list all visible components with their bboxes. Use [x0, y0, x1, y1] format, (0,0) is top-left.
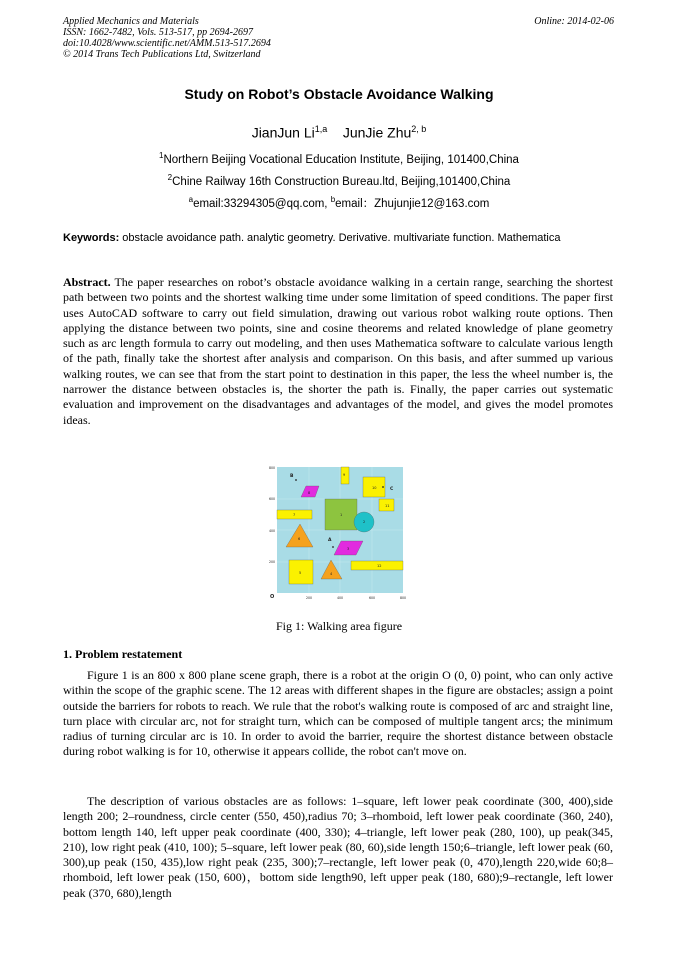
author-line: [0, 124, 678, 141]
affiliation-1-sup: 1: [159, 151, 164, 160]
x-tick-800: 800: [400, 596, 407, 600]
email-a: email:33294305@qq.com,: [193, 198, 331, 210]
email-a-sup: a: [188, 195, 194, 205]
x-tick-200: 200: [306, 596, 313, 600]
point-label-a: A: [328, 538, 332, 543]
y-tick-200: 200: [269, 560, 276, 564]
y-tick-600: 600: [269, 497, 276, 501]
author-1-name: JianJun Li: [251, 124, 315, 141]
keywords-label: Keywords:: [63, 232, 120, 244]
walking-area-figure: [269, 463, 409, 606]
obstacle-label-2: 2: [363, 520, 366, 524]
journal-name: Applied Mechanics and Materials: [63, 16, 199, 27]
obstacle-label-6: 6: [298, 537, 301, 541]
affiliation-2-sup: 2: [167, 173, 173, 182]
point-marker: [295, 479, 297, 481]
author-2-name: JunJie Zhu: [342, 124, 412, 141]
obstacle-label-5: 5: [299, 571, 302, 575]
obstacle-label-11: 11: [385, 504, 390, 508]
obstacle-label-1: 1: [340, 513, 343, 517]
affiliation-2: [0, 173, 678, 188]
abstract-label: Abstract.: [63, 275, 111, 289]
keywords-text: obstacle avoidance path. analytic geometry. Derivative. multivariate function. Mathematica: [119, 232, 561, 244]
obstacle-label-10: 10: [372, 486, 377, 490]
doi-line: doi:10.4028/www.scientific.net/AMM.513-517.2694: [63, 38, 271, 49]
section-paragraph-2: The description of various obstacles are as follows: 1–square, left lower peak coordinate (300, 400),side length 200; 2–roundness, circle center (550, 450),radius 70; 3–rhomboid, left lower peak coordinate (360, 240), bottom length 140, left upper peak coordinate (400, 330); 4–triangle, left lower peak (280, 100), up peak(345, 210), low right peak (410, 100); 5–square, left lower peak (80, 60),side length 150;6–triangle, left lower peak (60, 300),up peak (150, 435),low right peak (235, 300);7–rectangle, left lower peak (0, 470),length 220,wide 60;8–rhomboid, left lower peak (150, 600)，bottom side length90, left upper peak (180, 680);9–rectangle, left lower peak (370, 680),length: [63, 794, 613, 900]
keywords: [63, 231, 613, 245]
x-tick-600: 600: [369, 596, 376, 600]
y-tick-400: 400: [269, 529, 276, 533]
affiliation-1: [0, 151, 678, 166]
email-b-sup: b: [330, 195, 336, 205]
obstacle-label-12: 12: [377, 564, 382, 568]
point-marker: [332, 546, 334, 548]
running-header: [63, 16, 271, 60]
online-date: Online: 2014-02-06: [534, 16, 614, 27]
abstract: [63, 275, 613, 428]
email-b: email：Zhujunjie12@163.com: [335, 198, 490, 210]
abstract-text: The paper researches on robot’s obstacle avoidance walking in a certain range, searching the shortest path between two points and the shortest walking time under some limitation of speed conditions. The paper first uses AutoCAD software to carry out field simulation, drawing out various robot walking route options. Then applying the distance between two points, sine and cosine theorems and related knowledge of plane geometry such as arc length formula to carry out modeling, and then uses Mathematica software to calculate various length of the path, finally take the shortest after analysis and comparison. On this basis, and after summed up various walking routes, we can see that from the start point to destination in this paper, the less the wheel number is, the narrower the distance between obstacles is, the shorter the path is. Finally, the paper carries out systematic evaluation and improvement on the disadvantages and advantages of the model, and gives the model promotes ideas.: [63, 275, 613, 427]
origin-label: O: [270, 594, 275, 600]
author-1-sup: 1,a: [314, 124, 328, 134]
email-line: [0, 195, 678, 211]
figure-caption: Fig 1: Walking area figure: [275, 619, 403, 633]
affiliation-2-text: Chine Railway 16th Construction Bureau.ltd, Beijing,101400,China: [172, 175, 511, 188]
obstacle-label-4: 4: [330, 572, 333, 576]
paper-title: Study on Robot’s Obstacle Avoidance Walking: [184, 86, 494, 102]
affiliation-1-text: Northern Beijing Vocational Education Institute, Beijing, 101400,China: [163, 153, 519, 166]
section-heading: 1. Problem restatement: [63, 647, 183, 661]
obstacle-label-3: 3: [347, 547, 350, 551]
issn-line: ISSN: 1662-7482, Vols. 513-517, pp 2694-2697: [63, 27, 253, 38]
copyright-line: © 2014 Trans Tech Publications Ltd, Switzerland: [63, 49, 261, 60]
x-tick-400: 400: [337, 596, 344, 600]
obstacle-label-8: 8: [308, 491, 311, 495]
obstacle-label-7: 7: [293, 513, 296, 517]
section-paragraph-1: Figure 1 is an 800 x 800 plane scene graph, there is a robot at the origin O (0, 0) point, who can only active within the scope of the graphic scene. The 12 areas with different shapes in the figure are obstacles; assign a point outside the barriers for robots to reach. We rule that the robot's walking route is composed of arc and straight line, turn place with circular arc, not for straight turn, which can be composed of multiple tangent arcs; the minimum radius of turning circular arc is 10. In order to avoid the barrier, require the shortest distance between obstacle during robot walking is for 10, otherwise it appears collide, the robot can't move on.: [63, 668, 613, 759]
y-tick-800: 800: [269, 466, 276, 470]
point-label-b: B: [290, 474, 294, 479]
obstacle-label-9: 9: [343, 473, 346, 477]
point-label-c: C: [390, 487, 394, 492]
point-marker: [382, 486, 384, 488]
author-2-sup: 2, b: [411, 124, 427, 134]
